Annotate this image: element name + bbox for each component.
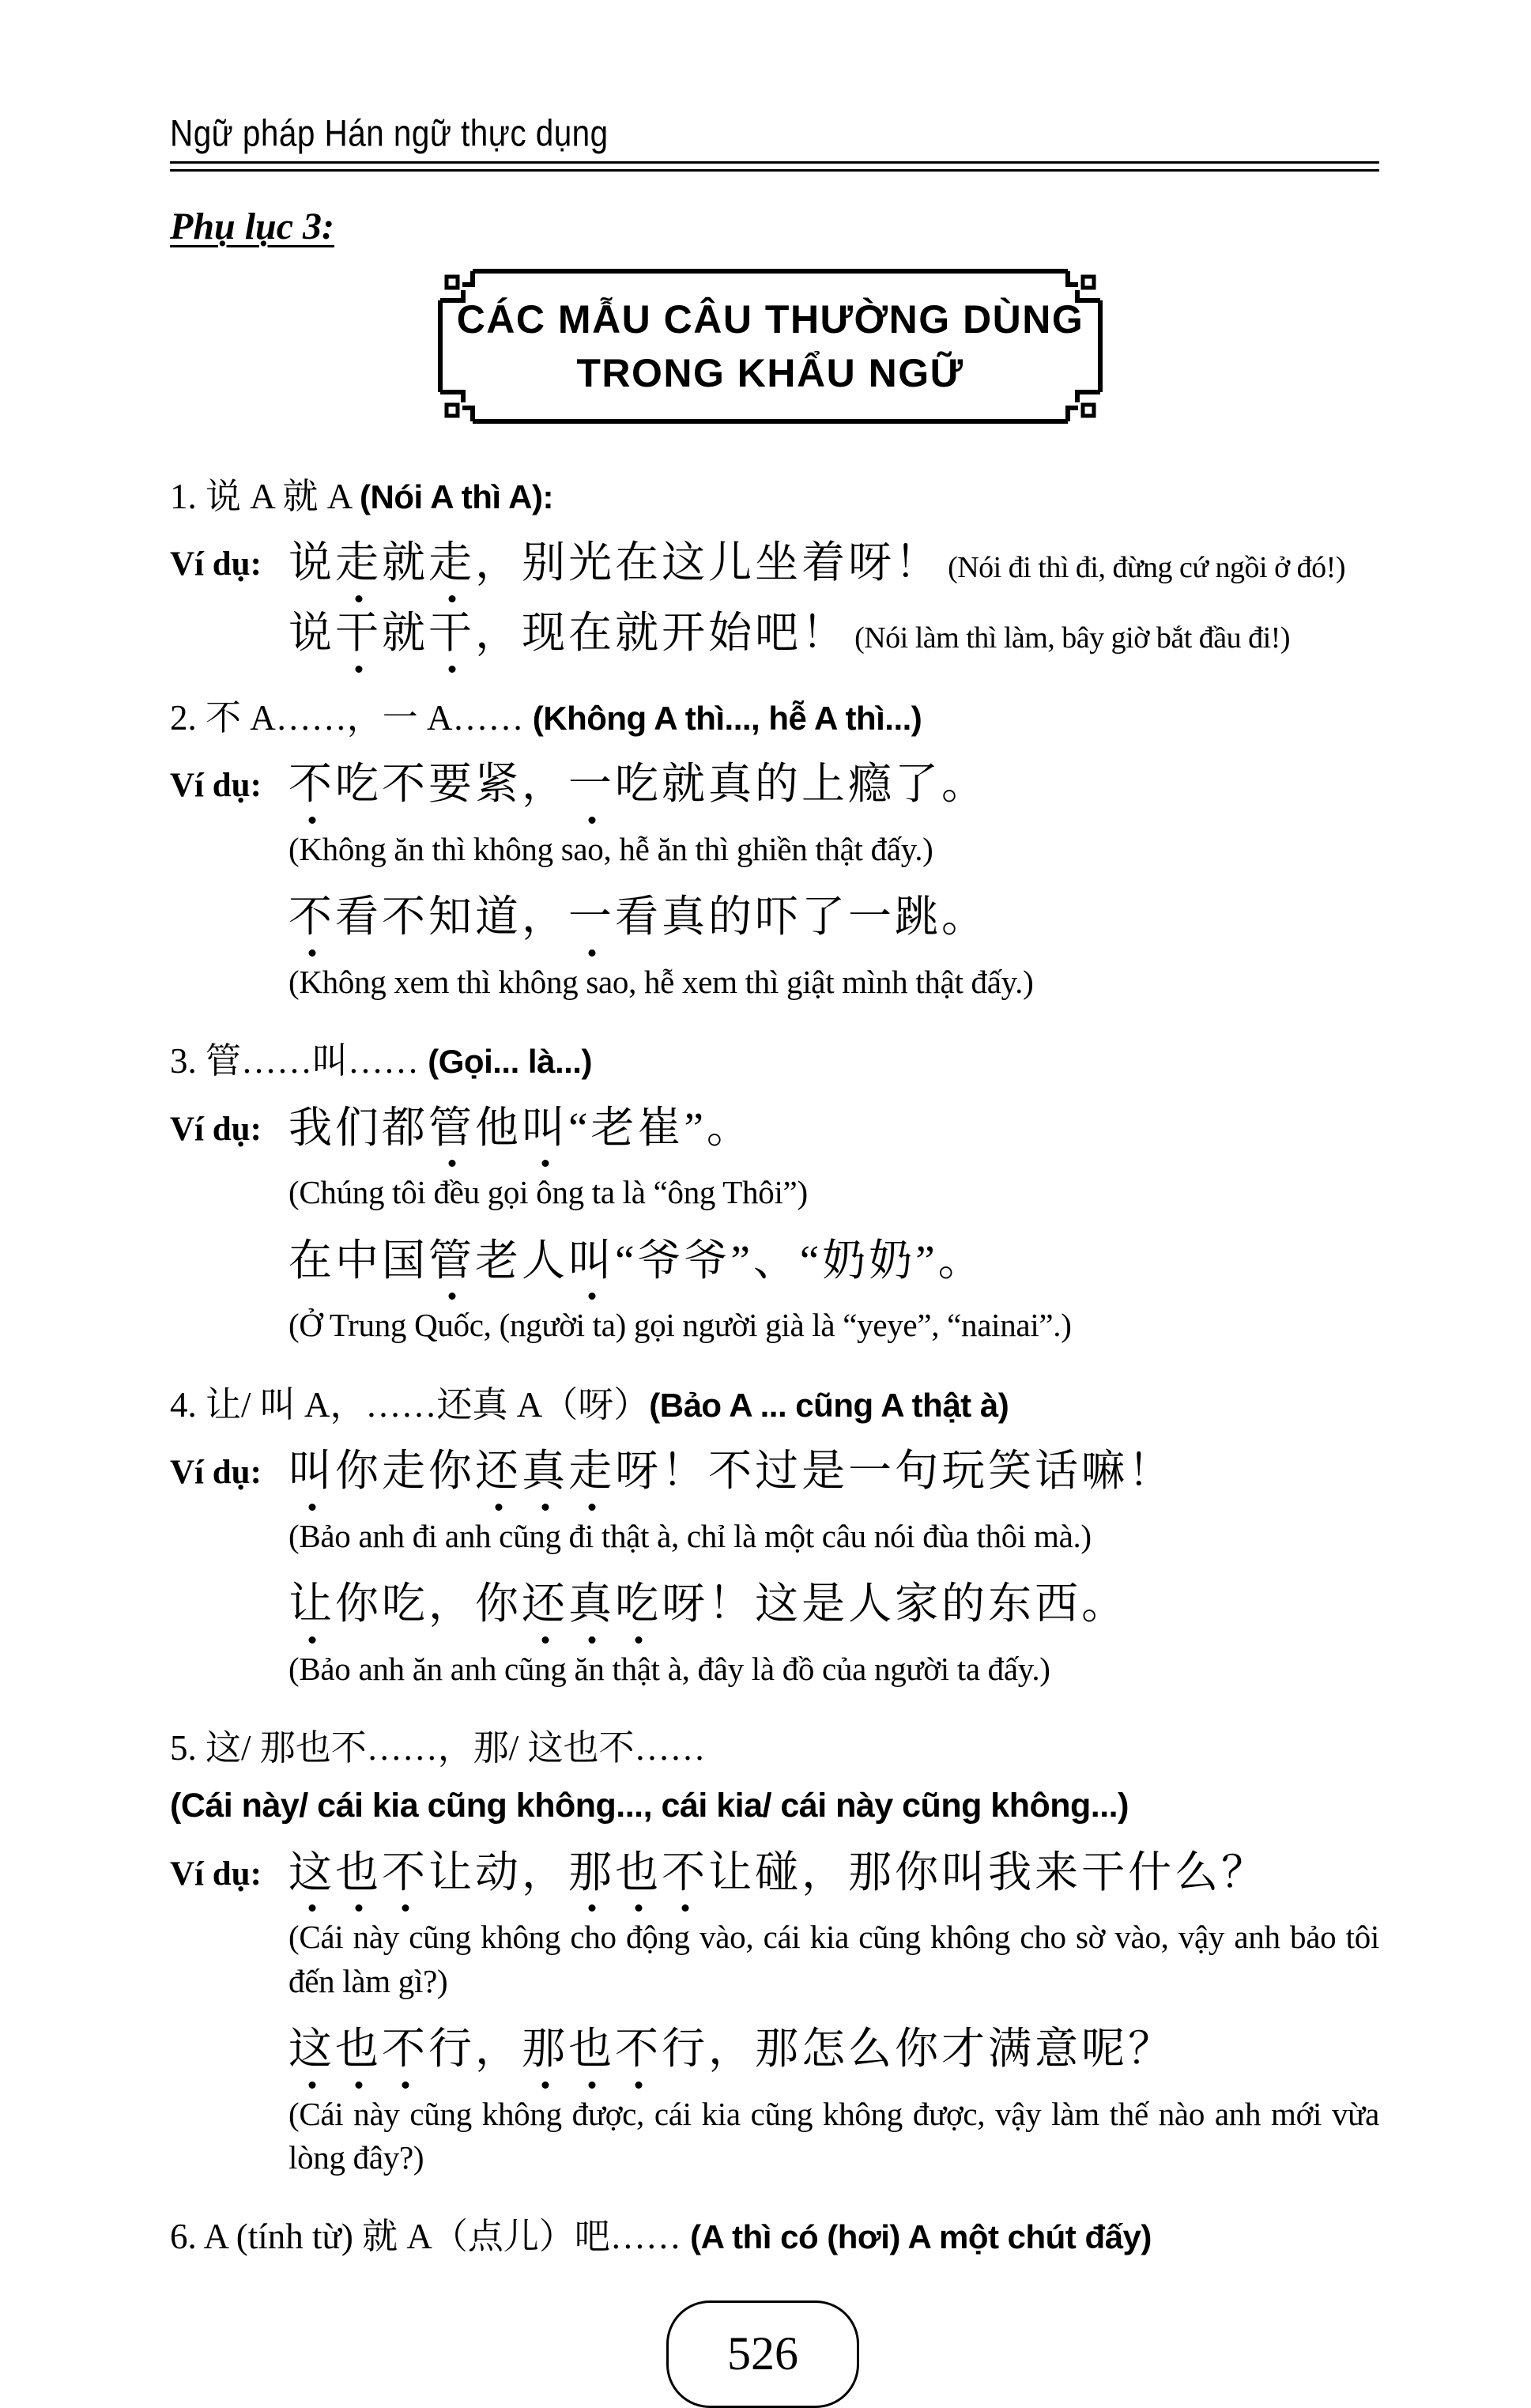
example-chinese-row [170, 890, 1379, 945]
inline-translation: (Nói làm thì làm, bây giờ bắt đầu đi!) [854, 621, 1290, 655]
emphasized-char: 走 [428, 536, 475, 591]
example-translation: (Chúng tôi đều gọi ông ta là “ông Thôi”) [288, 1174, 808, 1211]
chinese-sentence: 这也不让动，那也不让碰，那你叫我来干什么？ [288, 1848, 1268, 1897]
pattern-header [170, 474, 1379, 519]
pattern-chinese: A (tính từ) 就 A（点儿）吧…… [203, 2217, 691, 2257]
emphasized-char: 还 [475, 1444, 522, 1499]
emphasized-char: 也 [335, 2022, 382, 2077]
pattern-vietnamese: (Không A thì..., hễ A thì...) [532, 699, 922, 737]
chinese-sentence: 不吃不要紧，一吃就真的上瘾了。 [288, 760, 988, 808]
inline-translation: (Nói đi thì đi, đừng cứ ngồi ở đó!) [948, 551, 1345, 585]
pattern-chinese: 不 A……，一 A…… [206, 697, 533, 738]
pattern-chinese: 说 A 就 A [206, 477, 360, 517]
emphasized-char: 走 [568, 1444, 615, 1499]
example-translation: (Bảo anh đi anh cũng đi thật à, chỉ là một câu nói đùa thôi mà.) [288, 1517, 1092, 1554]
example-chinese-row [170, 757, 1379, 812]
pattern-vietnamese: (A thì có (hơi) A một chút đấy) [690, 2218, 1152, 2256]
pattern-vietnamese: (Nói A thì A): [360, 478, 553, 516]
emphasized-char: 这 [288, 1846, 335, 1900]
box-title-line-1: CÁC MẪU CÂU THƯỜNG DÙNG [456, 297, 1084, 342]
example-chinese-row [170, 536, 1379, 591]
emphasized-char: 管 [428, 1101, 475, 1156]
items-list [170, 474, 1379, 2259]
example-chinese-row [170, 1444, 1379, 1499]
example-label: Ví dụ: [170, 1454, 262, 1492]
emphasized-char: 真 [568, 1577, 615, 1632]
pattern-header [170, 1383, 1379, 1427]
emphasized-char: 干 [335, 606, 382, 661]
example-translation: (Ở Trung Quốc, (người ta) gọi người già là “yeye”, “nainai”.) [288, 1307, 1072, 1344]
pattern-item [170, 1039, 1379, 1347]
chinese-sentence: 说走就走，别光在这儿坐着呀！ [288, 538, 941, 587]
chinese-sentence: 不看不知道，一看真的吓了一跳。 [288, 893, 988, 941]
item-number: 6. [170, 2217, 204, 2257]
item-number: 5. [170, 1728, 206, 1768]
header-double-rule [170, 161, 1379, 172]
pattern-item [170, 2214, 1379, 2259]
example-chinese-row [170, 1234, 1379, 1289]
box-title-line-2: TRONG KHẨU NGỮ [576, 351, 964, 396]
appendix-label: Phụ lục 3: [170, 206, 335, 248]
example-label: Ví dụ: [170, 767, 262, 805]
emphasized-char: 这 [288, 2022, 335, 2077]
chinese-sentence: 叫你走你还真走呀！不过是一句玩笑话嘛！ [288, 1447, 1175, 1495]
pattern-item [170, 1383, 1379, 1691]
emphasized-char: 不 [288, 890, 335, 945]
chinese-sentence: 说干就干，现在就开始吧！ [288, 609, 848, 657]
running-header: Ngữ pháp Hán ngữ thực dụng [170, 112, 609, 155]
emphasized-char: 一 [568, 757, 615, 812]
example-translation: (Không xem thì không sao, hễ xem thì giật mình thật đấy.) [288, 964, 1034, 1001]
emphasized-char: 那 [568, 1846, 615, 1900]
emphasized-char: 不 [662, 1846, 708, 1900]
emphasized-char: 叫 [522, 1101, 568, 1156]
pattern-item [170, 696, 1379, 1004]
example-translation: (Không ăn thì không sao, hễ ăn thì ghiền thật đấy.) [288, 830, 933, 867]
item-number: 3. [170, 1041, 206, 1081]
pattern-chinese: 这/ 那也不……，那/ 这也不…… [206, 1728, 706, 1768]
example-chinese-row [170, 2022, 1379, 2077]
page-number: 526 [727, 2327, 798, 2380]
emphasized-char: 让 [288, 1577, 335, 1632]
pattern-chinese: 管……叫…… [206, 1041, 428, 1081]
emphasized-char: 不 [382, 2022, 428, 2077]
example-chinese-row [170, 1101, 1379, 1156]
item-number: 1. [170, 477, 206, 517]
emphasized-char: 不 [382, 1846, 428, 1900]
item-number: 2. [170, 697, 206, 738]
chinese-sentence: 让你吃，你还真吃呀！这是人家的东西。 [288, 1580, 1128, 1628]
example-chinese-row [170, 606, 1379, 661]
emphasized-char: 也 [335, 1846, 382, 1900]
chinese-sentence: 在中国管老人叫“爷爷”、“奶奶”。 [288, 1236, 985, 1285]
pattern-header [170, 2214, 1379, 2259]
emphasized-char: 叫 [568, 1234, 615, 1289]
emphasized-char: 叫 [288, 1444, 335, 1499]
pattern-header [170, 1039, 1379, 1083]
pattern-vietnamese-line: (Cái này/ cái kia cũng không..., cái kia/ cái này cũng không...) [170, 1786, 1129, 1825]
emphasized-char: 不 [615, 2022, 662, 2077]
example-label: Ví dụ: [170, 545, 262, 583]
emphasized-char: 真 [522, 1444, 568, 1499]
emphasized-char: 还 [522, 1577, 568, 1632]
emphasized-char: 那 [522, 2022, 568, 2077]
emphasized-char: 走 [335, 536, 382, 591]
emphasized-char: 干 [428, 606, 475, 661]
page-number-badge [666, 2300, 859, 2408]
example-translation: (Cái này cũng không cho động vào, cái kia cũng không cho sờ vào, vậy anh bảo tôi đến làm gì?) [288, 1919, 1379, 1999]
title-box [436, 267, 1104, 425]
example-chinese-row [170, 1846, 1379, 1900]
pattern-header [170, 696, 1379, 740]
example-translation: (Cái này cũng không được, cái kia cũng không được, vậy làm thế nào anh mới vừa lòng đây?) [288, 2095, 1379, 2176]
example-translation: (Bảo anh ăn anh cũng ăn thật à, đây là đồ của người ta đấy.) [288, 1650, 1050, 1687]
pattern-chinese: 让/ 叫 A，……还真 A（呀） [206, 1384, 650, 1425]
example-chinese-row [170, 1577, 1379, 1632]
emphasized-char: 吃 [615, 1577, 662, 1632]
emphasized-char: 也 [568, 2022, 615, 2077]
chinese-sentence: 这也不行，那也不行，那怎么你才满意呢？ [288, 2025, 1175, 2073]
emphasized-char: 也 [615, 1846, 662, 1900]
example-label: Ví dụ: [170, 1110, 262, 1148]
pattern-vietnamese: (Gọi... là...) [428, 1043, 592, 1081]
pattern-header [170, 1726, 1379, 1770]
emphasized-char: 管 [428, 1234, 475, 1289]
pattern-item [170, 474, 1379, 661]
pattern-vietnamese: (Bảo A ... cũng A thật à) [649, 1386, 1009, 1424]
item-number: 4. [170, 1384, 206, 1425]
emphasized-char: 不 [288, 757, 335, 812]
chinese-sentence: 我们都管他叫“老崔”。 [288, 1104, 753, 1152]
pattern-item [170, 1726, 1379, 2180]
emphasized-char: 一 [568, 890, 615, 945]
example-label: Ví dụ: [170, 1855, 262, 1893]
